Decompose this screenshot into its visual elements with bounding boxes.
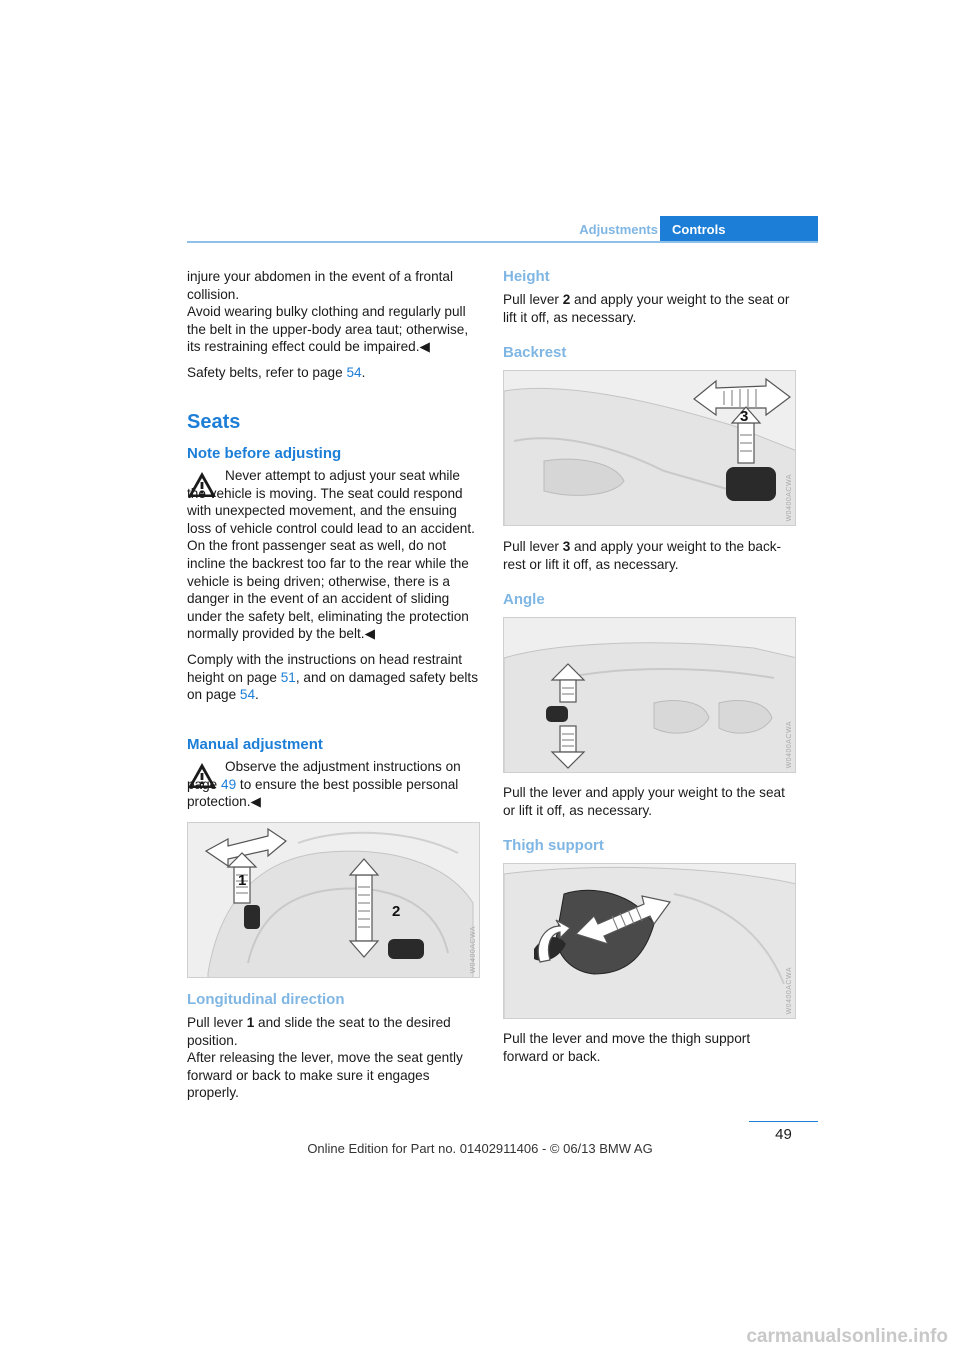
seat-illustration — [188, 823, 480, 978]
warning-block-2 — [187, 758, 479, 811]
footer-text: Online Edition for Part no. 01402911406 - © 06/13 BMW AG — [307, 1141, 653, 1156]
heading-longitudinal-direction: Longitudinal direction — [187, 991, 345, 1008]
heading-manual-adjustment: Manual adjustment — [187, 736, 323, 753]
backrest-text: Pull lever 3 and apply your weight to the back-rest or lift it off, as necessary. — [503, 539, 782, 572]
angle-text: Pull the lever and apply your weight to the seat or lift it off, as necessary. — [503, 785, 785, 818]
lever-2-label: 2 — [392, 903, 401, 920]
heading-height: Height — [503, 268, 550, 285]
heading-backrest: Backrest — [503, 344, 567, 361]
page-link-54b[interactable]: 54 — [239, 687, 256, 703]
figure-code-2: W0400ACWA — [786, 473, 793, 521]
chapter-tab-controls[interactable]: Controls — [660, 216, 818, 242]
intro-line-1: injure your abdomen in the event of a frontal collision. — [187, 269, 454, 302]
lever-3-label: 3 — [740, 408, 749, 425]
page-number: 49 — [775, 1126, 792, 1143]
angle-illustration — [504, 618, 796, 773]
safety-belts-ref: Safety belts, refer to page 54. — [187, 364, 366, 380]
figure-thigh-support — [503, 863, 796, 1019]
lever-1-label: 1 — [238, 872, 247, 889]
page-link-54[interactable]: 54 — [346, 364, 362, 380]
figure-angle-lever — [503, 617, 796, 773]
heading-note-before-adjusting: Note before adjusting — [187, 445, 342, 462]
figure-seat-manual-levers — [187, 822, 480, 978]
warning1-text: Never attempt to adjust your seat while the vehicle is moving. The seat could respond with unexpected movement, and the ensuing loss of vehicle control could lead to an accident. — [187, 468, 475, 536]
figure-code-3: W0400ACWA — [786, 720, 793, 768]
watermark: carmanualsonline.info — [746, 1326, 948, 1347]
warning-block-1 — [187, 467, 479, 704]
heading-angle: Angle — [503, 591, 545, 608]
warning1-text-2: On the front passenger seat as well, do not incline the backrest too far to the rear while the vehicle is being driven; otherwise, there is a danger in the event of an accident of sliding under the safety belt, eliminating the protection normally provided by the belt.◀ — [187, 538, 469, 642]
comply-paragraph: Comply with the instructions on head restraint height on page 51, and on damaged safety belts on page 54. — [187, 651, 478, 703]
page-number-rule — [749, 1121, 818, 1122]
intro-line-2: Avoid wearing bulky clothing and regularly pull the belt in the upper-body area taut; otherwise, its restraining effect could be impaired.◀ — [187, 304, 469, 355]
backrest-illustration — [504, 371, 796, 526]
thigh-support-illustration — [504, 864, 796, 1019]
header-rule — [187, 241, 818, 243]
height-text: Pull lever 2 and apply your weight to the seat or lift it off, as necessary. — [503, 292, 790, 325]
figure-code: W0400ACWA — [470, 925, 477, 973]
longitudinal-text: Pull lever 1 and slide the seat to the desired position. After releasing the lever, move the seat gently forward or back to make sure it engages properly. — [187, 1015, 463, 1101]
left-column-top — [187, 268, 479, 382]
warning2-text: Observe the adjustment instructions on page 49 to ensure the best possible personal protection.◀ — [187, 759, 461, 810]
heading-thigh-support: Thigh support — [503, 837, 604, 854]
page-link-51[interactable]: 51 — [280, 669, 296, 685]
heading-seats: Seats — [187, 411, 241, 433]
figure-backrest-lever — [503, 370, 796, 526]
page-link-49[interactable]: 49 — [221, 776, 237, 792]
thigh-text: Pull the lever and move the thigh support forward or back. — [503, 1031, 751, 1064]
section-tab-adjustments[interactable]: Adjustments — [579, 222, 658, 237]
figure-code-4: W0400ACWA — [786, 966, 793, 1014]
